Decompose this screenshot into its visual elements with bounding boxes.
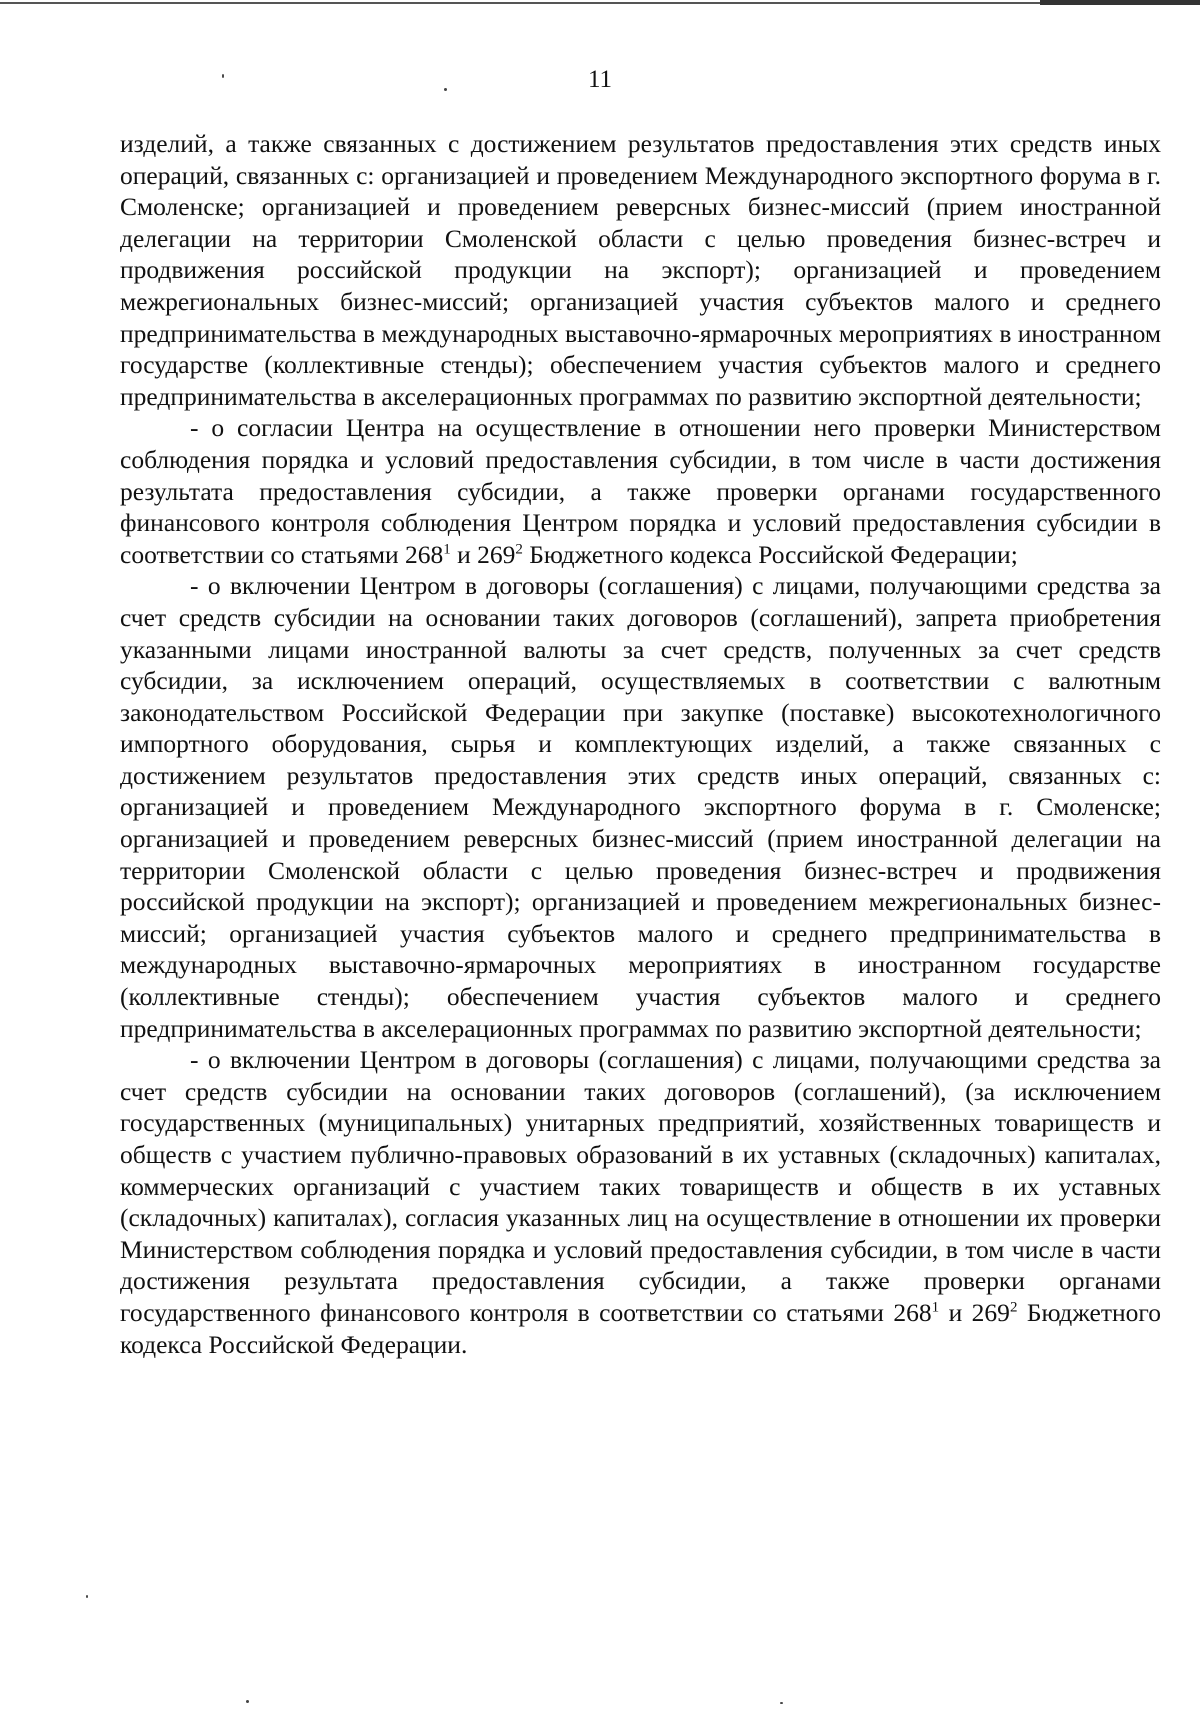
paragraph-4	[120, 1044, 1161, 1360]
scan-top-edge-mark	[1040, 0, 1200, 5]
scan-speck	[86, 1595, 88, 1598]
paragraph-text: - о включении Центром в договоры (соглашения) с лицами, получающими средства за счет средств субсидии на основании таких договоров (соглашений), (за исключением государственных (муниципальных) унитарных предприятий, хозяйственных товариществ и обществ с участием публично-правовых образований в их уставных (складочных) капиталах, коммерческих организаций с участием таких товариществ и обществ в их уставных (складочных) капиталах), согласия указанных лиц на осуществление в отношении их проверки Министерством соблюдения порядка и условий предоставления субсидии, в том числе в части достижения результата предоставления субсидии, а также проверки органами государственного финансового контроля в соответствии со статьями 268	[120, 1045, 1161, 1327]
scan-speck	[246, 1700, 249, 1703]
scan-speck	[222, 74, 224, 78]
superscript: 1	[931, 1299, 940, 1316]
paragraph-1	[120, 128, 1161, 412]
paragraph-text: и 269	[450, 539, 516, 569]
paragraph-text: - о включении Центром в договоры (соглашения) с лицами, получающими средства за счет средств субсидии на основании таких договоров (соглашений), запрета приобретения указанными лицами иностранной валюты за счет средств, полученных за счет средств субсидии, за исключением операций, осуществляемых в соответствии с валютным законодательством Российской Федерации при закупке (поставке) высокотехнологичного импортного оборудования, сырья и комплектующих изделий, а также связанных с достижением результатов предоставления этих средств иных операций, связанных с: организацией и проведением Международного экспортного форума в г. Смоленске; организацией и проведением реверсных бизнес-миссий (прием иностранной делегации на территории Смоленской области с целью проведения бизнес-встреч и продвижения российской продукции на экспорт); организацией и проведением межрегиональных бизнес-миссий; организацией участия субъектов малого и среднего предпринимательства в международных выставочно-ярмарочных мероприятиях в иностранном государстве (коллективные стенды); обеспечением участия субъектов малого и среднего предпринимательства в акселерационных программах по развитию экспортной деятельности;	[120, 571, 1161, 1043]
paragraph-text: и 269	[939, 1297, 1010, 1327]
paragraph-2	[120, 412, 1161, 570]
paragraph-text: Бюджетного кодекса Российской Федерации;	[522, 539, 1018, 569]
superscript: 1	[443, 541, 451, 558]
page-number: 11	[587, 66, 613, 93]
scan-top-edge	[0, 2, 1200, 4]
scan-speck	[780, 1702, 783, 1704]
document-body	[120, 128, 1161, 1360]
superscript: 2	[1009, 1299, 1018, 1316]
paragraph-text: Бюджетного кодекса Российской Федерации.	[120, 1297, 1161, 1359]
paragraph-text: - о согласии Центра на осуществление в отношении него проверки Министерством соблюдения порядка и условий предоставления субсидии, в том числе в части достижения результата предоставления субсидии, а также проверки органами государственного финансового контроля соблюдения Центром порядка и условий предоставления субсидии в соответствии со статьями 268	[120, 413, 1161, 569]
paragraph-3	[120, 570, 1161, 1044]
scan-speck	[444, 88, 447, 91]
paragraph-text: изделий, а также связанных с достижением результатов предоставления этих средств иных операций, связанных с: организацией и проведением Международного экспортного форума в г. Смоленске; организацией и проведением реверсных бизнес-миссий (прием иностранной делегации на территории Смоленской области с целью проведения бизнес-встреч и продвижения российской продукции на экспорт); организацией и проведением межрегиональных бизнес-миссий; организацией участия субъектов малого и среднего предпринимательства в международных выставочно-ярмарочных мероприятиях в иностранном государстве (коллективные стенды); обеспечением участия субъектов малого и среднего предпринимательства в акселерационных программах по развитию экспортной деятельности;	[120, 129, 1161, 411]
superscript: 2	[515, 541, 523, 558]
